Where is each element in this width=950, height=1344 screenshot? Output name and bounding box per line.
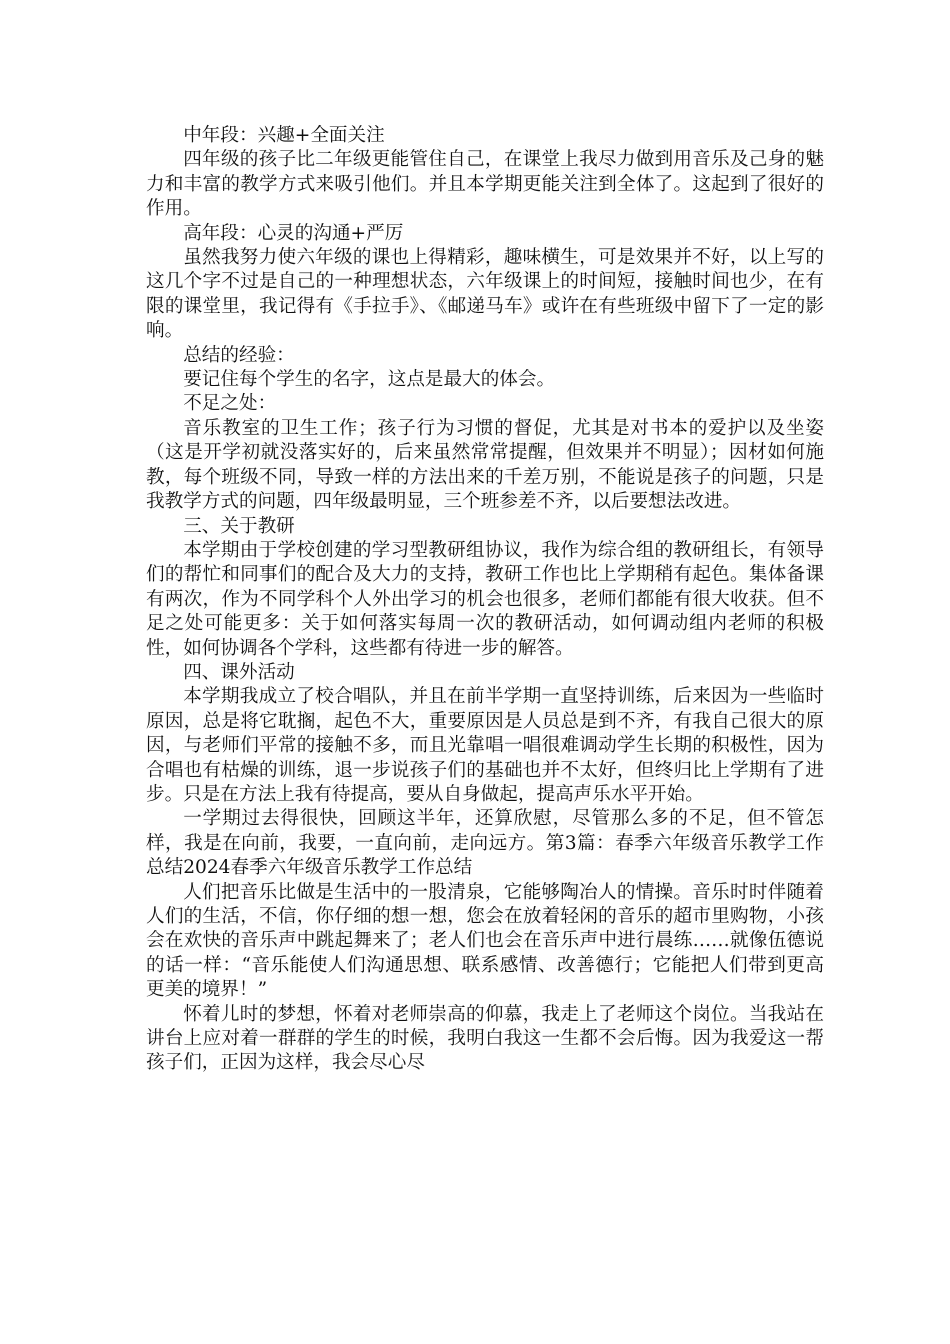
paragraph-semester-review: 一学期过去得很快，回顾这半年，还算欣慰，尽管那么多的不足，但不管怎样，我是在向前，我要，一直向前，走向远方。第3篇：春季六年级音乐教学工作总结2024春季六年级音乐教学工作总结 — [146, 808, 824, 879]
paragraph-music-life: 人们把音乐比做是生活中的一股清泉，它能够陶冶人的情操。音乐时时伴随着人们的生活，不信，你仔细的想一想，您会在放着轻闲的音乐的超市里购物，小孩会在欢快的音乐声中跳起舞来了；老人们也会在音乐声中进行晨练……就像伍德说的话一样：“音乐能使人们沟通思想、联系感情、改善德行；它能把人们带到更高更美的境界！” — [146, 881, 824, 1001]
section-heading-teaching-research: 三、关于教研 — [183, 515, 295, 537]
section-heading-experience: 总结的经验： — [183, 344, 295, 366]
paragraph-teaching-research: 本学期由于学校创建的学习型教研组协议，我作为综合组的教研组长，有领导们的帮忙和同事们的配合及大力的支持，教研工作也比上学期稍有起色。集体备课有两次，作为不同学科个人外出学习的机会也很多，老师们都能有很大收获。但不足之处可能更多：关于如何落实每周一次的教研活动，如何调动组内老师的积极性，如何协调各个学科，这些都有待进一步的解答。 — [146, 539, 824, 659]
section-heading-shortcomings: 不足之处： — [183, 393, 277, 415]
section-heading-upper-grade: 高年段：心灵的沟通+严厉 — [183, 222, 404, 244]
paragraph-shortcomings: 音乐教室的卫生工作；孩子行为习惯的督促，尤其是对书本的爱护以及坐姿（这是开学初就没落实好的，后来虽然常常提醒，但效果并不明显）；因材如何施教，每个班级不同，导致一样的方法出来的千差万别，不能说是孩子的问题，只是我教学方式的问题，四年级最明显，三个班参差不齐，以后要想法改进。 — [146, 417, 824, 513]
paragraph-grade-four: 四年级的孩子比二年级更能管住自己，在课堂上我尽力做到用音乐及己身的魅力和丰富的教学方式来吸引他们。并且本学期更能关注到全体了。这起到了很好的作用。 — [146, 149, 824, 220]
section-heading-middle-grade: 中年段：兴趣+全面关注 — [183, 125, 385, 146]
paragraph-teacher-dream: 怀着儿时的梦想，怀着对老师崇高的仰慕，我走上了老师这个岗位。当我站在讲台上应对着一群群的学生的时候，我明白我这一生都不会后悔。因为我爱这一帮孩子们，正因为这样，我会尽心尽 — [146, 1003, 824, 1074]
document-body — [146, 124, 824, 1076]
paragraph-choir: 本学期我成立了校合唱队，并且在前半学期一直坚持训练，后来因为一些临时原因，总是将它耽搁，起色不大，重要原因是人员总是到不齐，有我自己很大的原因，与老师们平常的接触不多，而且光靠唱一唱很难调动学生长期的积极性，因为合唱也有枯燥的训练，退一步说孩子们的基础也并不太好，但终归比上学期有了进步。只是在方法上我有待提高，要从自身做起，提高声乐水平开始。 — [146, 686, 824, 805]
section-heading-extracurricular: 四、课外活动 — [183, 661, 295, 683]
paragraph-grade-six: 虽然我努力使六年级的课也上得精彩，趣味横生，可是效果并不好，以上写的这几个字不过是自己的一种理想状态，六年级课上的时间短，接触时间也少，在有限的课堂里，我记得有《手拉手》、《邮递马车》或许在有些班级中留下了一定的影响。 — [146, 247, 824, 342]
paragraph-experience: 要记住每个学生的名字，这点是最大的体会。 — [183, 369, 556, 391]
